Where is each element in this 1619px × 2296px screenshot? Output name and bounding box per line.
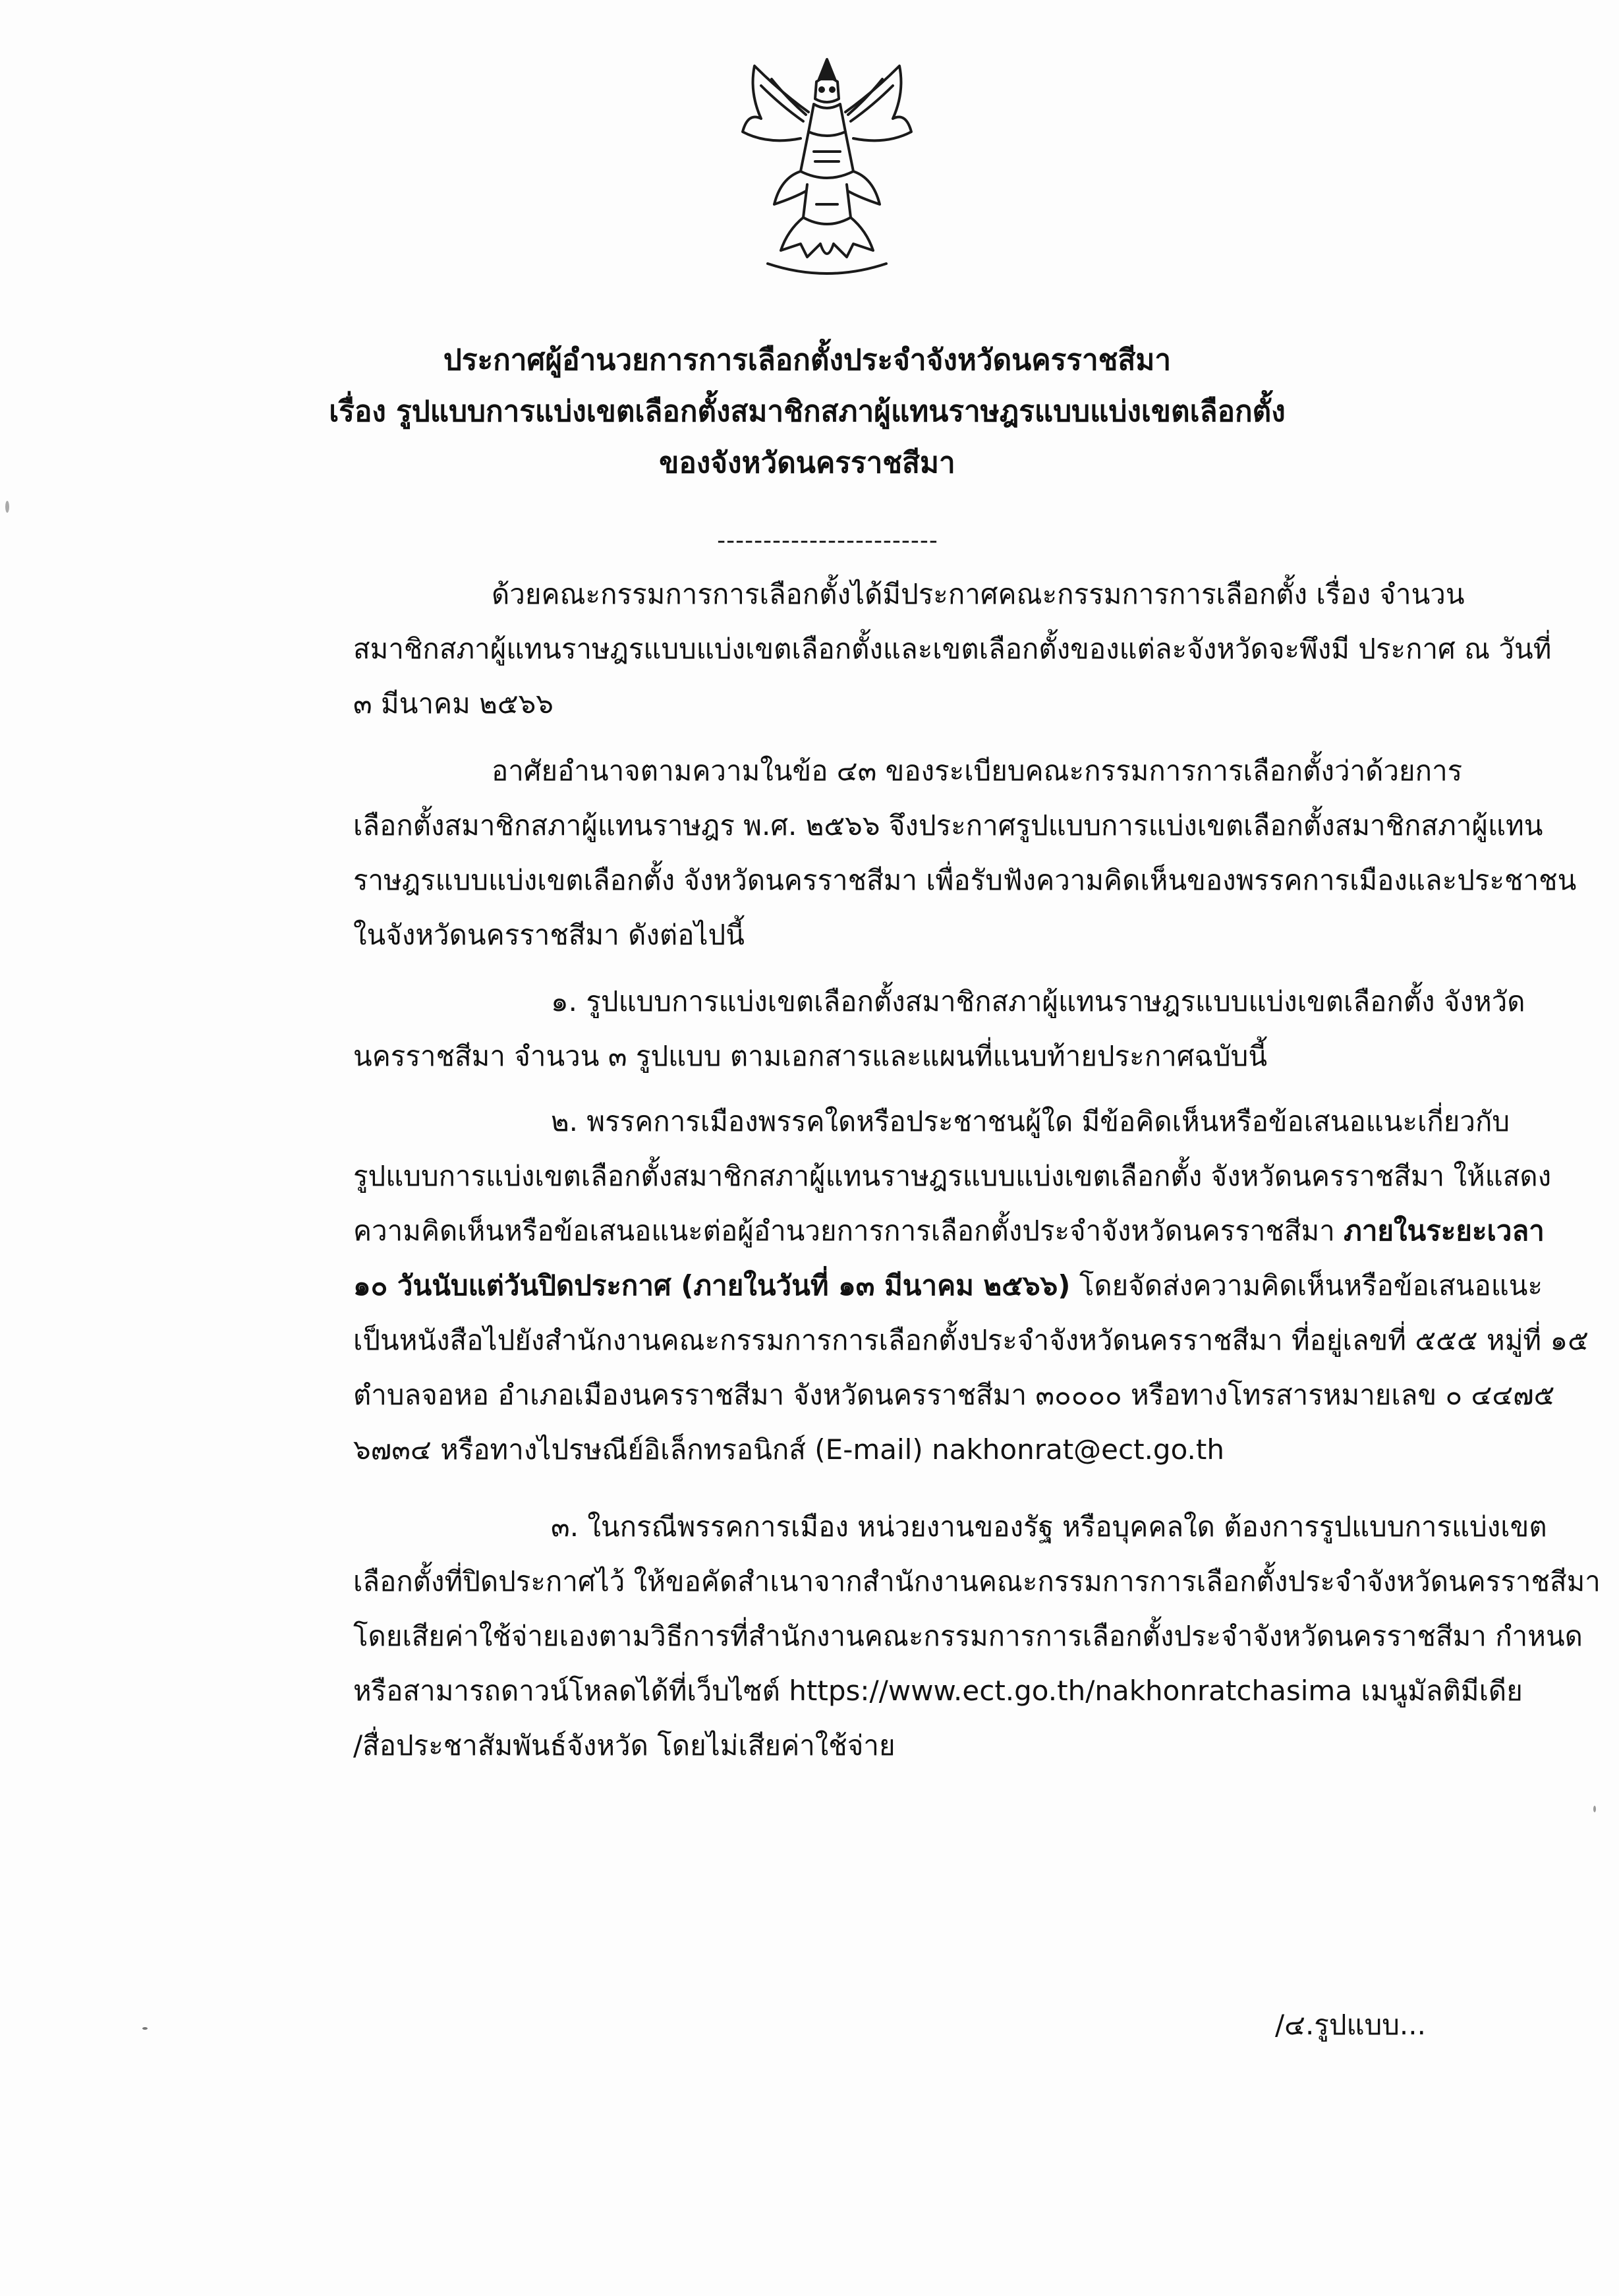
- authority-line-3: ราษฎรแบบแบ่งเขตเลือกตั้ง จังหวัดนครราชสีมา เพื่อรับฟังความคิดเห็นของพรรคการเมืองและประชาชน: [353, 864, 1577, 896]
- scan-speck: [142, 2027, 148, 2030]
- item-1: [353, 974, 1525, 1083]
- authority-line-2: เลือกตั้งสมาชิกสภาผู้แทนราษฎร พ.ศ. ๒๕๖๖ จึงประกาศรูปแบบการแบ่งเขตเลือกตั้งสมาชิกสภาผู้แทน: [353, 809, 1543, 842]
- item-3: [353, 1499, 1601, 1773]
- intro-line-1: ด้วยคณะกรรมการการเลือกตั้งได้มีประกาศคณะกรรมการการเลือกตั้ง เรื่อง จำนวน: [492, 578, 1465, 610]
- item-3-line-1: ๓. ในกรณีพรรคการเมือง หน่วยงานของรัฐ หรือบุคคลใด ต้องการรูปแบบการแบ่งเขต: [551, 1510, 1547, 1543]
- authority-line-4: ในจังหวัดนครราชสีมา ดังต่อไปนี้: [353, 919, 745, 951]
- deadline-emphasis: ภายในระยะเวลา: [1344, 1215, 1545, 1247]
- item-3-line-5: /สื่อประชาสัมพันธ์จังหวัด โดยไม่เสียค่าใช้จ่าย: [353, 1729, 895, 1762]
- item-2-line-4-text: โดยจัดส่งความคิดเห็นหรือข้อเสนอแนะ: [1070, 1269, 1543, 1302]
- item-3-line-3: โดยเสียค่าใช้จ่ายเองตามวิธีการที่สำนักงานคณะกรรมการการเลือกตั้งประจำจังหวัดนครราชสีมา กำหนด: [353, 1620, 1583, 1652]
- garuda-emblem-icon: [735, 53, 919, 290]
- item-1-line-2: นครราชสีมา จำนวน ๓ รูปแบบ ตามเอกสารและแผนที่แนบท้ายประกาศฉบับนี้: [353, 1040, 1268, 1072]
- item-2-line-3-text: ความคิดเห็นหรือข้อเสนอแนะต่อผู้อำนวยการการเลือกตั้งประจำจังหวัดนครราชสีมา: [353, 1215, 1344, 1247]
- intro-line-2: สมาชิกสภาผู้แทนราษฎรแบบแบ่งเขตเลือกตั้งและเขตเลือกตั้งของแต่ละจังหวัดจะพึงมี ประกาศ ณ วันที่: [353, 633, 1552, 665]
- item-3-line-2: เลือกตั้งที่ปิดประกาศไว้ ให้ขอคัดสำเนาจากสำนักงานคณะกรรมการการเลือกตั้งประจำจังหวัดนครราชสีมา: [353, 1565, 1601, 1597]
- paragraph-intro: [353, 567, 1552, 731]
- scan-speck: [5, 501, 9, 513]
- continuation-marker: /๔.รูปแบบ...: [1275, 2009, 1426, 2041]
- intro-line-3: ๓ มีนาคม ๒๕๖๖: [353, 687, 554, 720]
- title-separator: ------------------------: [717, 527, 938, 554]
- item-2-line-2: รูปแบบการแบ่งเขตเลือกตั้งสมาชิกสภาผู้แทนราษฎรแบบแบ่งเขตเลือกตั้ง จังหวัดนครราชสีมา ให้แสดง: [353, 1160, 1552, 1192]
- item-3-line-4: หรือสามารถดาวน์โหลดได้ที่เว็บไซต์ https://www.ect.go.th/nakhonratchasima เมนูมัลติมีเดีย: [353, 1675, 1523, 1707]
- item-2: [353, 1094, 1589, 1477]
- item-2-line-4: [353, 1258, 1543, 1313]
- title-line-1: ประกาศผู้อำนวยการการเลือกตั้งประจำจังหวัดนครราชสีมา: [443, 343, 1172, 377]
- item-2-line-6: ตำบลจอหอ อำเภอเมืองนครราชสีมา จังหวัดนครราชสีมา ๓๐๐๐๐ หรือทางโทรสารหมายเลข ๐ ๔๔๗๕: [353, 1379, 1555, 1411]
- item-2-line-1: ๒. พรรคการเมืองพรรคใดหรือประชาชนผู้ใด มีข้อคิดเห็นหรือข้อเสนอแนะเกี่ยวกับ: [551, 1105, 1510, 1137]
- item-2-line-7: ๖๗๓๔ หรือทางไปรษณีย์อิเล็กทรอนิกส์ (E-mail) nakhonrat@ect.go.th: [353, 1433, 1224, 1466]
- deadline-date-emphasis: ๑๐ วันนับแต่วันปิดประกาศ (ภายในวันที่ ๑๓ มีนาคม ๒๕๖๖): [353, 1269, 1071, 1302]
- item-1-line-1: ๑. รูปแบบการแบ่งเขตเลือกตั้งสมาชิกสภาผู้แทนราษฎรแบบแบ่งเขตเลือกตั้ง จังหวัด: [551, 985, 1525, 1018]
- announcement-title: [198, 335, 1417, 489]
- scan-speck: [1593, 1806, 1596, 1812]
- title-line-2: เรื่อง รูปแบบการแบ่งเขตเลือกตั้งสมาชิกสภาผู้แทนราษฎรแบบแบ่งเขตเลือกตั้ง: [329, 395, 1286, 428]
- item-2-line-3: [353, 1203, 1545, 1258]
- paragraph-authority: [353, 743, 1577, 962]
- item-2-line-5: เป็นหนังสือไปยังสำนักงานคณะกรรมการการเลือกตั้งประจำจังหวัดนครราชสีมา ที่อยู่เลขที่ ๕๕๕ หมู่ที่ ๑๕: [353, 1324, 1589, 1356]
- title-line-3: ของจังหวัดนครราชสีมา: [659, 446, 955, 480]
- authority-line-1: อาศัยอำนาจตามความในข้อ ๔๓ ของระเบียบคณะกรรมการการเลือกตั้งว่าด้วยการ: [492, 755, 1463, 787]
